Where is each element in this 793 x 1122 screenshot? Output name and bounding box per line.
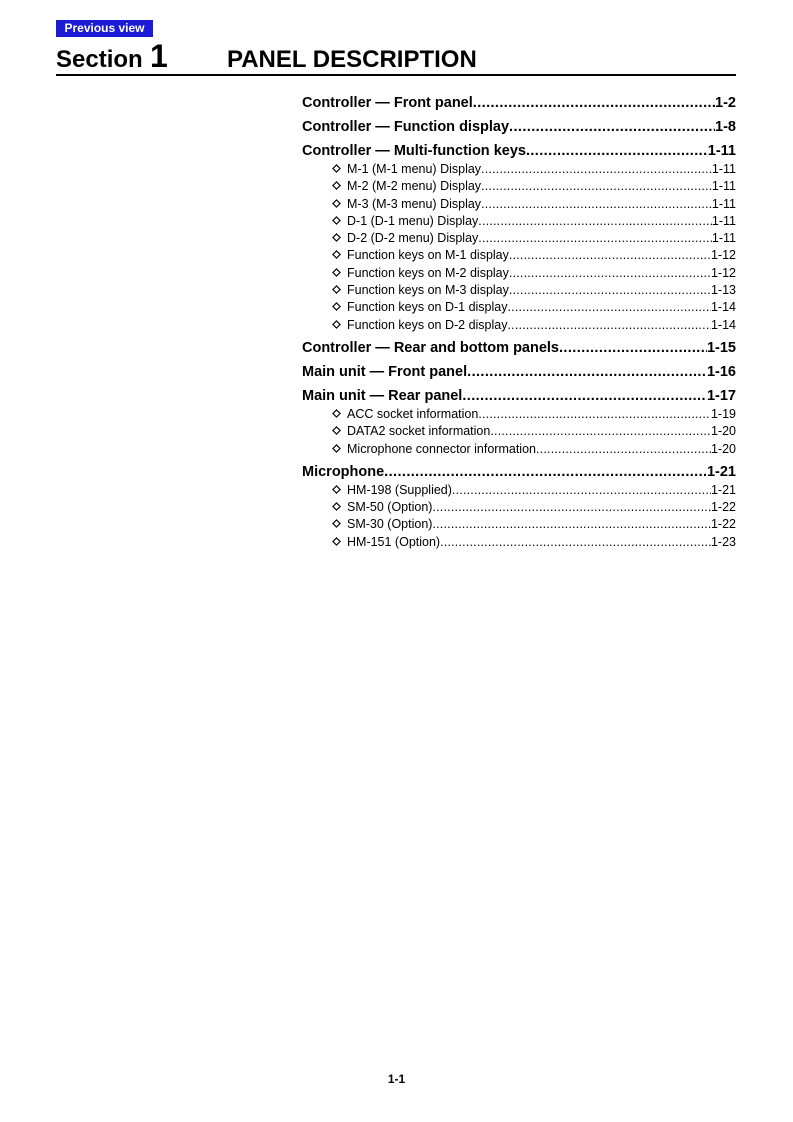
diamond-bullet-icon	[332, 426, 341, 435]
dot-leader	[467, 363, 707, 382]
dot-leader	[509, 247, 711, 264]
toc-subentry-label: HM-198 (Supplied)	[347, 482, 452, 497]
toc-entry-page: 1-15	[706, 339, 736, 356]
toc-subentry[interactable]	[302, 299, 736, 316]
toc-subentry-page: 1-14	[710, 300, 736, 315]
diamond-bullet-icon	[332, 181, 341, 190]
toc-subentry-label: Function keys on M-3 display	[347, 283, 509, 298]
toc-subentry-label: Function keys on M-2 display	[347, 265, 509, 280]
microphone-subentries	[302, 482, 736, 551]
toc-subentry[interactable]	[302, 534, 736, 551]
toc-entry-label: Controller — Function display	[302, 119, 510, 135]
dot-leader	[508, 317, 711, 334]
toc-subentry[interactable]	[302, 406, 736, 423]
dot-leader	[508, 299, 711, 316]
toc-subentry[interactable]	[302, 423, 736, 440]
table-of-contents	[302, 94, 736, 551]
dot-leader	[481, 178, 712, 195]
diamond-bullet-icon	[332, 164, 341, 173]
section-label: Section	[56, 46, 143, 73]
dot-leader	[481, 161, 712, 178]
diamond-bullet-icon	[332, 502, 341, 511]
rear-panel-subentries	[302, 406, 736, 458]
diamond-bullet-icon	[332, 216, 341, 225]
toc-subentry-page: 1-22	[710, 500, 736, 515]
toc-entry-page: 1-11	[707, 143, 736, 159]
diamond-bullet-icon	[332, 537, 341, 546]
toc-entry-label: Main unit — Front panel	[302, 363, 468, 380]
toc-subentry-label: Function keys on D-2 display	[347, 317, 508, 332]
dot-leader	[432, 499, 711, 516]
toc-subentry-page: 1-11	[711, 179, 736, 194]
toc-subentry-page: 1-22	[710, 517, 736, 532]
dot-leader	[384, 463, 707, 482]
diamond-bullet-icon	[332, 250, 341, 259]
diamond-bullet-icon	[332, 285, 341, 294]
toc-subentry-page: 1-20	[710, 424, 736, 439]
toc-subentry[interactable]	[302, 516, 736, 533]
toc-subentry-page: 1-21	[710, 482, 736, 497]
toc-subentry-label: Function keys on D-1 display	[347, 300, 508, 315]
toc-entry-page: 1-8	[715, 119, 736, 135]
toc-subentry-page: 1-23	[710, 534, 736, 549]
toc-entry-controller-function-display[interactable]	[302, 118, 736, 137]
dot-leader	[509, 118, 715, 137]
toc-entry-controller-front-panel[interactable]	[302, 94, 736, 113]
toc-subentry-label: M-1 (M-1 menu) Display	[347, 162, 482, 176]
page-number: 1-1	[387, 1072, 406, 1086]
toc-subentry-page: 1-14	[710, 317, 736, 332]
toc-entry-page: 1-2	[715, 95, 736, 111]
diamond-bullet-icon	[332, 409, 341, 418]
toc-entry-controller-multi-function-keys[interactable]	[302, 142, 736, 161]
toc-subentry[interactable]	[302, 499, 736, 516]
previous-view-button[interactable]: Previous view	[56, 20, 153, 37]
toc-entry-label: Controller — Multi-function keys	[302, 143, 526, 159]
toc-subentry-label: D-1 (D-1 menu) Display	[347, 213, 479, 228]
dot-leader	[462, 387, 707, 406]
toc-subentry-page: 1-19	[710, 406, 736, 421]
toc-entry-page: 1-16	[706, 363, 736, 380]
toc-subentry-label: D-2 (D-2 menu) Display	[347, 231, 479, 246]
toc-entry-controller-rear-bottom-panels[interactable]	[302, 339, 736, 358]
toc-entry-label: Main unit — Rear panel	[302, 387, 463, 404]
toc-entry-page: 1-17	[706, 387, 736, 404]
toc-subentry-label: SM-30 (Option)	[347, 517, 433, 532]
toc-subentry-label: M-2 (M-2 menu) Display	[347, 179, 482, 194]
toc-entry-main-unit-front-panel[interactable]	[302, 363, 736, 382]
toc-subentry-label: ACC socket information	[347, 406, 479, 421]
dot-leader	[440, 534, 711, 551]
dot-leader	[478, 406, 711, 423]
page-title: PANEL DESCRIPTION	[227, 46, 477, 73]
toc-subentry-page: 1-20	[710, 441, 736, 456]
multifunction-subentries	[302, 161, 736, 334]
toc-subentry-label: HM-151 (Option)	[347, 534, 441, 549]
dot-leader	[509, 282, 711, 299]
toc-subentry-label: SM-50 (Option)	[347, 500, 433, 515]
toc-subentry[interactable]	[302, 482, 736, 499]
toc-entry-main-unit-rear-panel[interactable]	[302, 387, 736, 406]
toc-subentry-page: 1-11	[711, 196, 736, 211]
section-header	[56, 38, 736, 76]
section-number: 1	[150, 38, 168, 74]
dot-leader	[509, 265, 711, 282]
toc-entry-microphone[interactable]	[302, 463, 736, 482]
diamond-bullet-icon	[332, 485, 341, 494]
toc-subentry[interactable]	[302, 178, 736, 195]
toc-subentry[interactable]	[302, 282, 736, 299]
toc-subentry[interactable]	[302, 317, 736, 334]
toc-subentry-page: 1-12	[710, 265, 736, 280]
toc-entry-page: 1-21	[706, 463, 736, 480]
toc-subentry[interactable]	[302, 247, 736, 264]
diamond-bullet-icon	[332, 519, 341, 528]
toc-entry-label: Controller — Front panel	[302, 95, 473, 111]
toc-subentry[interactable]	[302, 161, 736, 178]
diamond-bullet-icon	[332, 233, 341, 242]
diamond-bullet-icon	[332, 320, 341, 329]
toc-subentry-label: Microphone connector information	[347, 441, 536, 456]
toc-subentry-label: DATA2 socket information	[347, 424, 491, 439]
toc-subentry-page: 1-13	[710, 283, 736, 298]
toc-subentry[interactable]	[302, 213, 736, 230]
toc-entry-label: Controller — Rear and bottom panels	[302, 339, 559, 356]
dot-leader	[432, 516, 711, 533]
dot-leader	[526, 142, 708, 161]
toc-entry-label: Microphone	[302, 463, 385, 480]
toc-subentry-page: 1-11	[711, 231, 736, 246]
dot-leader	[452, 482, 711, 499]
toc-subentry[interactable]	[302, 230, 736, 247]
dot-leader	[478, 213, 712, 230]
toc-subentry-page: 1-11	[711, 213, 736, 228]
dot-leader	[490, 423, 711, 440]
dot-leader	[473, 94, 715, 113]
toc-subentry[interactable]	[302, 441, 736, 458]
toc-subentry[interactable]	[302, 196, 736, 213]
diamond-bullet-icon	[332, 199, 341, 208]
diamond-bullet-icon	[332, 268, 341, 277]
dot-leader	[478, 230, 712, 247]
toc-subentry-page: 1-11	[711, 162, 736, 176]
toc-subentry-page: 1-12	[710, 248, 736, 263]
diamond-bullet-icon	[332, 444, 341, 453]
diamond-bullet-icon	[332, 302, 341, 311]
dot-leader	[559, 339, 707, 358]
dot-leader	[536, 441, 711, 458]
dot-leader	[481, 196, 712, 213]
toc-subentry-label: M-3 (M-3 menu) Display	[347, 196, 482, 211]
toc-subentry-label: Function keys on M-1 display	[347, 248, 509, 263]
toc-subentry[interactable]	[302, 265, 736, 282]
